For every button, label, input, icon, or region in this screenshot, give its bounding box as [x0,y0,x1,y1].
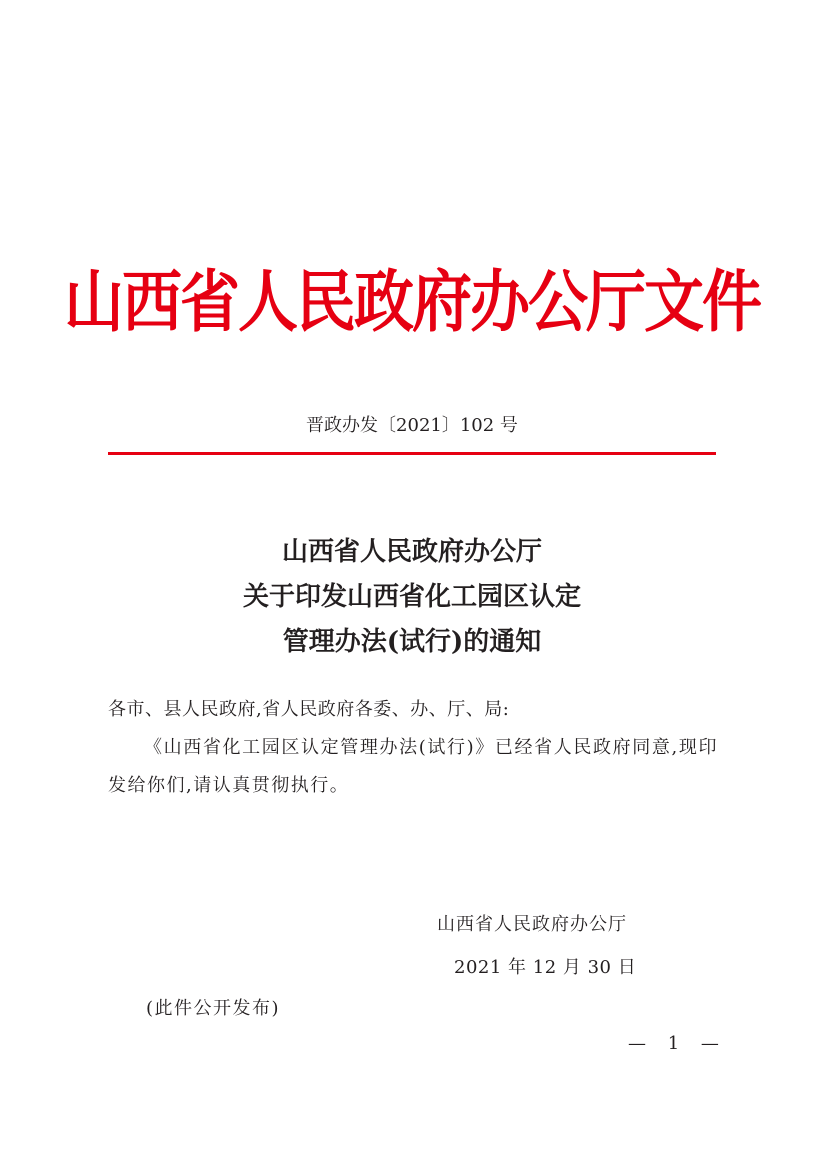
masthead-title: 山西省人民政府办公厅文件 [64,263,760,342]
public-release-note: (此件公开发布) [146,998,281,1019]
body-paragraph: 《山西省化工园区认定管理办法(试行)》已经省人民政府同意,现印发给你们,请认真贯彻执行。 [108,737,718,796]
issuer-signature: 山西省人民政府办公厅 [437,914,627,935]
salutation: 各市、县人民政府,省人民政府各委、办、厅、局: [108,699,510,720]
issue-date: 2021 年 12 月 30 日 [454,957,637,978]
red-separator-line [108,452,716,455]
notice-title-line-2: 关于印发山西省化工园区认定 [242,582,581,612]
page-number: — 1 — [628,1033,727,1054]
notice-title-line-1: 山西省人民政府办公厅 [281,537,542,567]
notice-title-line-3: 管理办法(试行)的通知 [282,627,542,657]
document-number: 晋政办发〔2021〕102 号 [306,415,518,436]
notice-title [0,530,824,665]
